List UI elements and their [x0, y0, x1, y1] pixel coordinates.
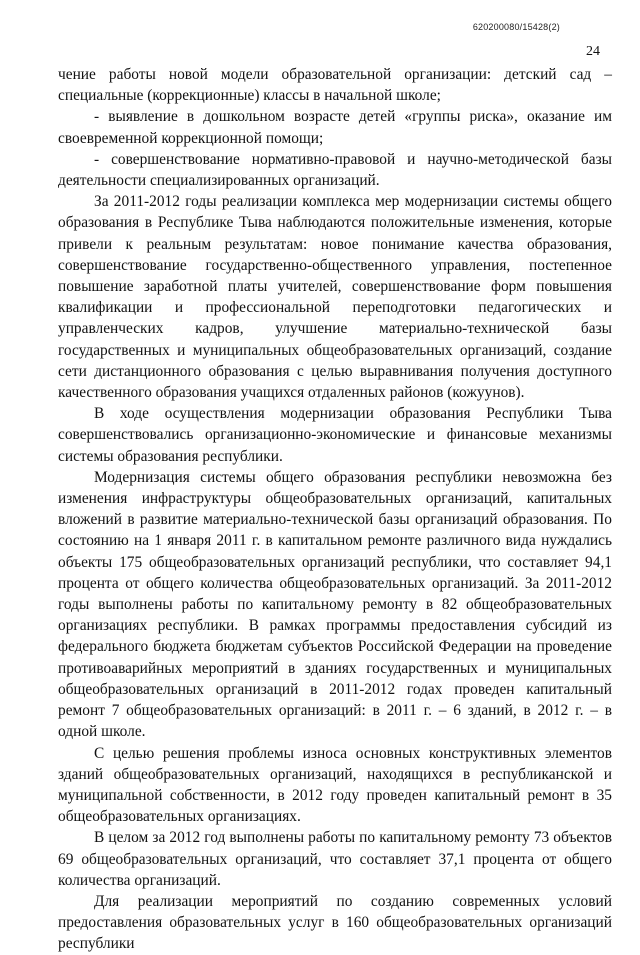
paragraph: В целом за 2012 год выполнены работы по капитальному ремонту 73 объектов 69 общеобразовательных организаций, что составляет 37,1 процента от общего количества организаций.	[58, 829, 612, 889]
paragraph: В ходе осуществления модернизации образования Республики Тыва совершенствовались организационно-экономические и финансовые механизмы системы образования республики.	[58, 405, 612, 465]
document-code: 620200080/15428(2)	[472, 22, 560, 32]
paragraph: За 2011-2012 годы реализации комплекса мер модернизации системы общего образования в Республике Тыва наблюдаются положительные изменения, которые привели к реальным результатам: новое понимание качества образования, совершенствование государственно-общественного управления, постепенное повышение заработной платы учителей, совершенствование форм повышения квалификации и профессиональной переподготовки педагогических и управленческих кадров, улучшение материально-технической базы государственных и муниципальных общеобразовательных организаций, создание сети дистанционного образования с целью выравнивания получения доступного качественного образования учащихся отдаленных районов (кожуунов).	[58, 193, 612, 402]
paragraph: - совершенствование нормативно-правовой и научно-методической базы деятельности специализированных организаций.	[58, 150, 612, 190]
paragraph: чение работы новой модели образовательной организации: детский сад – специальные (коррекционные) классы в начальной школе;	[58, 66, 612, 105]
page-number: 24	[586, 44, 600, 59]
document-body	[58, 64, 612, 955]
paragraph: С целью решения проблемы износа основных конструктивных элементов зданий общеобразовательных организаций, находящихся в республиканской и муниципальной собственности, в 2012 году проведен капитальный ремонт в 35 общеобразовательных организациях.	[58, 744, 612, 826]
paragraph: Для реализации мероприятий по созданию современных условий предоставления образовательных услуг в 160 общеобразовательных организаций республики	[58, 892, 612, 953]
paragraph: - выявление в дошкольном возрасте детей «группы риска», оказание им своевременной коррекционной помощи;	[58, 108, 612, 147]
paragraph: Модернизация системы общего образования республики невозможна без изменения инфраструктуры общеобразовательных организаций, капитальных вложений в развитие материально-технической базы организаций образования. По состоянию на 1 января 2011 г. в капитальном ремонте различного вида нуждались объекты 175 общеобразовательных организаций республики, что составляет 94,1 процента от общего количества общеобразовательных организаций. За 2011-2012 годы выполнены работы по капитальному ремонту в 82 общеобразовательных организациях республики. В рамках программы предоставления субсидий из федерального бюджета бюджетам субъектов Российской Федерации на проведение противоаварийных мероприятий в зданиях государственных и муниципальных общеобразовательных организаций в 2011-2012 годах проведен капитальный ремонт 7 общеобразовательных организаций: в 2011 г. – 6 зданий, в 2012 г. – в одной школе.	[58, 468, 612, 741]
